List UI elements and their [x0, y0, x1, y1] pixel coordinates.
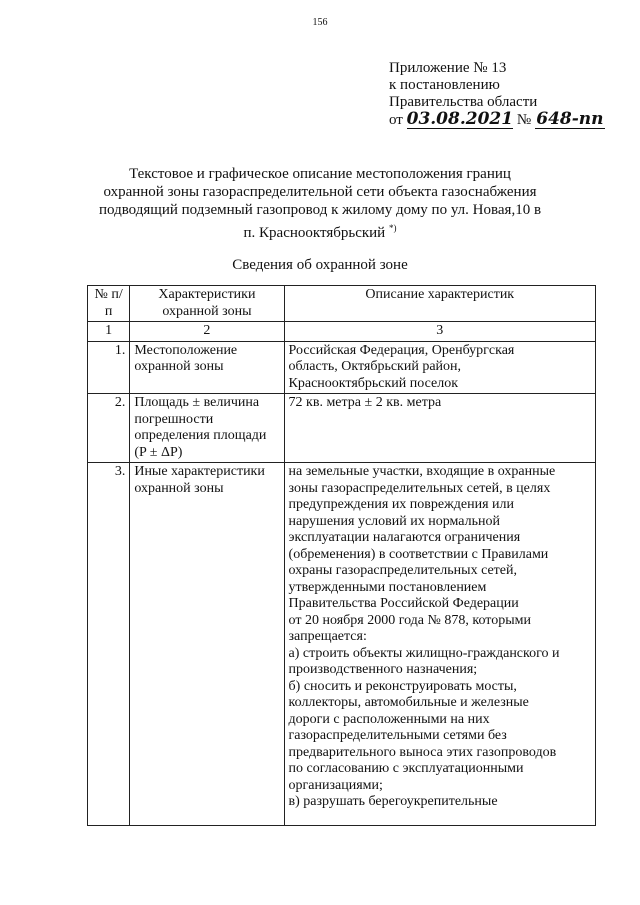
appendix-date-line: [389, 111, 605, 129]
number-label: №: [516, 112, 532, 128]
description-line: Правительства Российской Федерации: [288, 596, 519, 611]
row-number: 3.: [88, 463, 130, 826]
appendix-block: [389, 60, 605, 129]
row-number: 2.: [88, 394, 130, 463]
description-line: предупреждения их повреждения или: [288, 497, 515, 512]
appendix-issuer: Правительства области: [389, 94, 538, 110]
header-number: № п/п: [88, 286, 130, 322]
row-number: 1.: [88, 341, 130, 394]
description-line: организациями;: [288, 777, 383, 793]
description-line: дороги с расположенными на них: [288, 711, 490, 727]
description-line: по согласованию с эксплуатационными: [288, 761, 524, 776]
header-characteristic: Характеристики охранной зоны: [130, 286, 284, 322]
title-line: подводящий подземный газопровод к жилому дому по ул. Новая,10 в: [98, 202, 542, 218]
title-line-last: [60, 219, 580, 242]
row-characteristic: Иные характеристики охранной зоны: [130, 463, 284, 826]
description-line: в) разрушать берегоукрепительные: [288, 794, 498, 809]
handwritten-date: 03.08.2021: [406, 109, 514, 129]
document-title: [60, 165, 580, 242]
appendix-reference: к постановлению: [389, 77, 500, 93]
description-line: нарушения условий их нормальной: [288, 513, 500, 529]
description-line: коллекторы, автомобильные и железные: [288, 695, 529, 710]
description-line: а) строить объекты жилищно-гражданского и: [288, 645, 560, 661]
appendix-number: Приложение № 13: [389, 60, 507, 76]
handwritten-number: 648-пп: [536, 109, 604, 129]
index-cell: 2: [130, 322, 284, 342]
index-cell: 3: [284, 322, 595, 342]
description-line: утвержденными постановлением: [288, 579, 487, 595]
row-characteristic: Местоположение охранной зоны: [130, 341, 284, 394]
footnote-mark: *): [388, 223, 397, 233]
row-description: [284, 341, 595, 394]
description-line: запрещается:: [288, 629, 367, 644]
row-description: [284, 463, 595, 826]
description-line: производственного назначения;: [288, 662, 478, 677]
description-line: Российская Федерация, Оренбургская: [288, 342, 515, 358]
index-cell: 1: [88, 322, 130, 342]
title-line: п. Краснооктябрьский: [243, 225, 386, 241]
description-line: предварительного выноса этих газопроводов: [288, 744, 557, 760]
table-row: [88, 394, 596, 463]
description-line: газораспределительными сетями без: [288, 728, 507, 743]
header-description: Описание характеристик: [284, 286, 595, 322]
description-line: от 20 ноября 2000 года № 878, которыми: [288, 612, 531, 628]
from-label: от: [389, 112, 403, 128]
row-description: [284, 394, 595, 463]
title-line: Текстовое и графическое описание местоположения границ: [129, 166, 511, 182]
description-line: 72 кв. метра ± 2 кв. метра: [288, 395, 442, 410]
table-header-row: [88, 286, 596, 322]
table-row: [88, 341, 596, 394]
description-line: на земельные участки, входящие в охранные: [288, 464, 556, 479]
page-number: 156: [312, 17, 328, 28]
description-line: область, Октябрьский район,: [288, 359, 462, 374]
table-index-row: [88, 322, 596, 342]
description-line: Краснооктябрьский поселок: [288, 375, 459, 391]
section-subtitle: Сведения об охранной зоне: [232, 257, 408, 273]
title-line: охранной зоны газораспределительной сети объекта газоснабжения: [103, 184, 537, 200]
description-line: охраны газораспределительных сетей,: [288, 563, 517, 578]
description-line: б) сносить и реконструировать мосты,: [288, 678, 517, 694]
row-characteristic: Площадь ± величина погрешности определения площади (P ± ΔP): [130, 394, 284, 463]
table-row: [88, 463, 596, 826]
description-line: эксплуатации налагаются ограничения: [288, 530, 521, 545]
zone-info-table: [87, 285, 596, 826]
description-line: зоны газораспределительных сетей, в целях: [288, 480, 551, 496]
description-line: (обременения) в соответствии с Правилами: [288, 546, 549, 562]
